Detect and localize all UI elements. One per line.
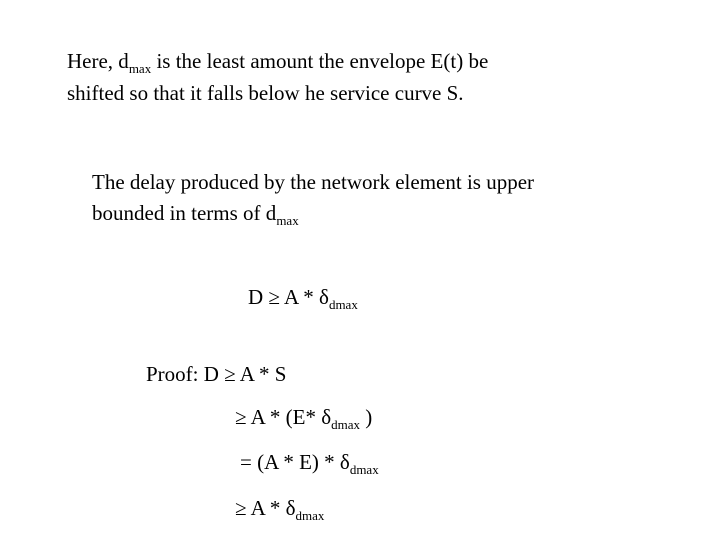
dmax-subscript: dmax	[328, 297, 358, 312]
delay-bound-main: D ≥ A * δ	[248, 285, 329, 309]
proof-line-1: Proof: D ≥ A * S	[146, 362, 287, 386]
dmax-subscript: dmax	[295, 508, 325, 523]
delay-statement-line-2	[92, 200, 299, 229]
delay-statement-line-2-text: bounded in terms of d	[92, 201, 277, 225]
proof-line-4-main: ≥ A * δ	[235, 496, 296, 520]
delay-statement-line-1: The delay produced by the network element is upper	[92, 170, 535, 194]
proof-line-2	[235, 404, 372, 433]
dmax-subscript: max	[276, 213, 299, 228]
dmax-subscript: max	[128, 61, 152, 76]
intro-line-2: shifted so that it falls below he service curve S.	[67, 81, 464, 105]
proof-line-3-main: = (A * E) * δ	[240, 450, 350, 474]
proof-line-2-end: )	[359, 405, 373, 429]
delay-bound-formula	[248, 284, 358, 313]
dmax-subscript: dmax	[331, 417, 360, 432]
proof-line-2-main: ≥ A * (E* δ	[235, 405, 332, 429]
proof-line-4	[235, 495, 324, 524]
intro-line-1-rest: is the least amount the envelope E(t) be	[151, 49, 489, 73]
intro-line-1-text: Here, d	[67, 49, 129, 73]
intro-line-1	[67, 48, 488, 77]
dmax-subscript: dmax	[349, 462, 379, 477]
proof-line-3	[240, 449, 379, 478]
